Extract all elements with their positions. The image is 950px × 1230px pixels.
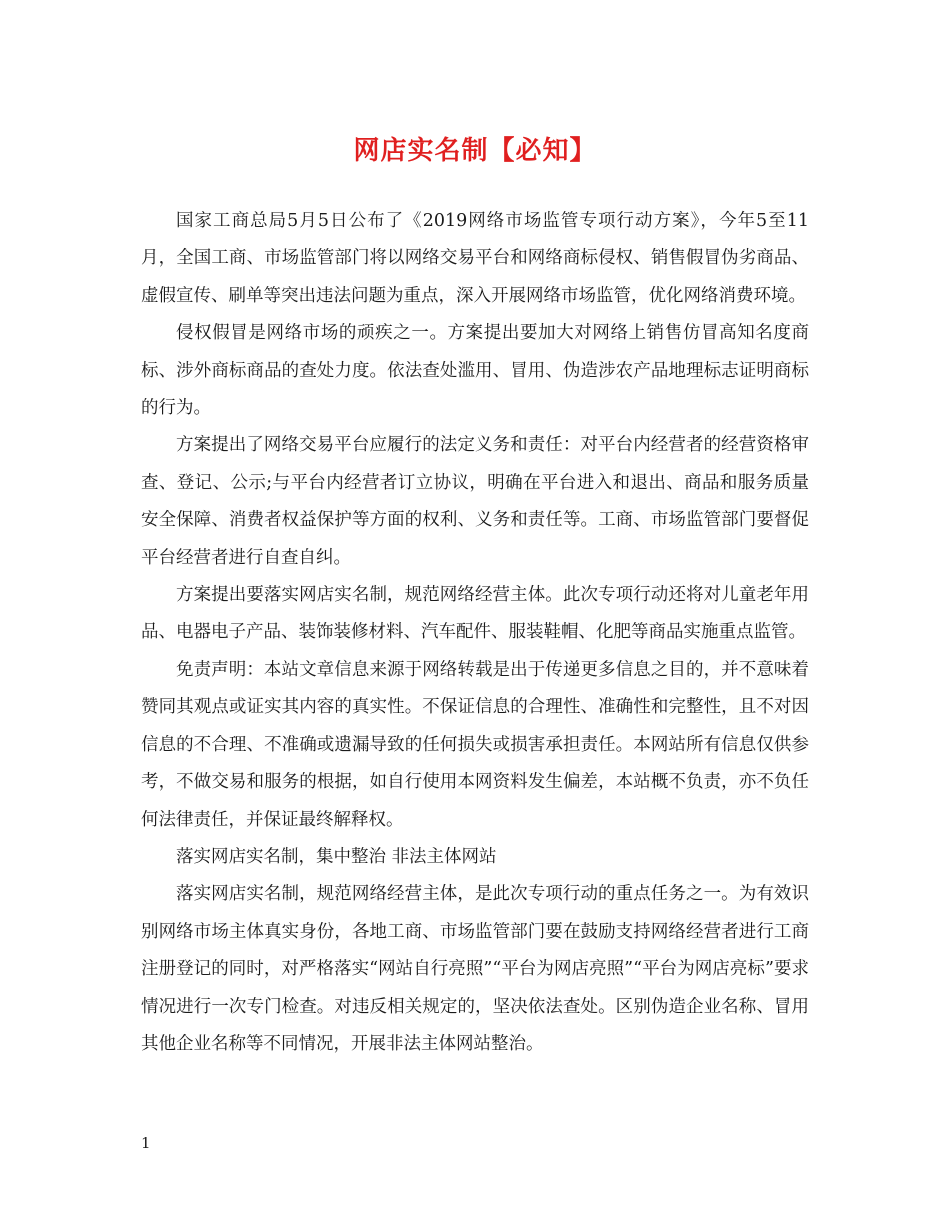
document-title: 网店实名制【必知】 bbox=[353, 136, 597, 166]
paragraph-4: 方案提出要落实网店实名制，规范网络经营主体。此次专项行动还将对儿童老年用品、电器电子产品、装饰装修材料、汽车配件、服装鞋帽、化肥等商品实施重点监管。 bbox=[141, 585, 809, 643]
document-body bbox=[141, 203, 809, 1063]
page-number: 1 bbox=[141, 1134, 151, 1152]
disclaimer-paragraph: 免责声明：本站文章信息来源于网络转载是出于传递更多信息之目的，并不意味着赞同其观点或证实其内容的真实性。不保证信息的合理性、准确性和完整性，且不对因信息的不合理、不准确或遗漏导致的任何损失或损害承担责任。本网站所有信息仅供参考，不做交易和服务的根据，如自行使用本网资料发生偏差，本站概不负责，亦不负任何法律责任，并保证最终解释权。 bbox=[141, 659, 809, 830]
paragraph-1: 国家工商总局5月5日公布了《2019网络市场监管专项行动方案》，今年5至11月，全国工商、市场监管部门将以网络交易平台和网络商标侵权、销售假冒伪劣商品、虚假宣传、刷单等突出违法问题为重点，深入开展网络市场监管，优化网络消费环境。 bbox=[141, 211, 809, 306]
paragraph-2: 侵权假冒是网络市场的顽疾之一。方案提出要加大对网络上销售仿冒高知名度商标、涉外商标商品的查处力度。依法查处滥用、冒用、伪造涉农产品地理标志证明商标的行为。 bbox=[141, 323, 809, 419]
paragraph-3: 方案提出了网络交易平台应履行的法定义务和责任：对平台内经营者的经营资格审查、登记、公示;与平台内经营者订立协议，明确在平台进入和退出、商品和服务质量安全保障、消费者权益保护等方面的权利、义务和责任等。工商、市场监管部门要督促平台经营者进行自查自纠。 bbox=[141, 435, 809, 568]
section-heading: 落实网店实名制，集中整治 非法主体网站 bbox=[176, 846, 497, 867]
paragraph-7: 落实网店实名制，规范网络经营主体，是此次专项行动的重点任务之一。为有效识别网络市场主体真实身份，各地工商、市场监管部门要在鼓励支持网络经营者进行工商注册登记的同时，对严格落实“网站自行亮照”“平台为网店亮照”“平台为网店亮标”要求情况进行一次专门检查。对违反相关规定的，坚决依法查处。区别伪造企业名称、冒用其他企业名称等不同情况，开展非法主体网站整治。 bbox=[141, 884, 809, 1054]
